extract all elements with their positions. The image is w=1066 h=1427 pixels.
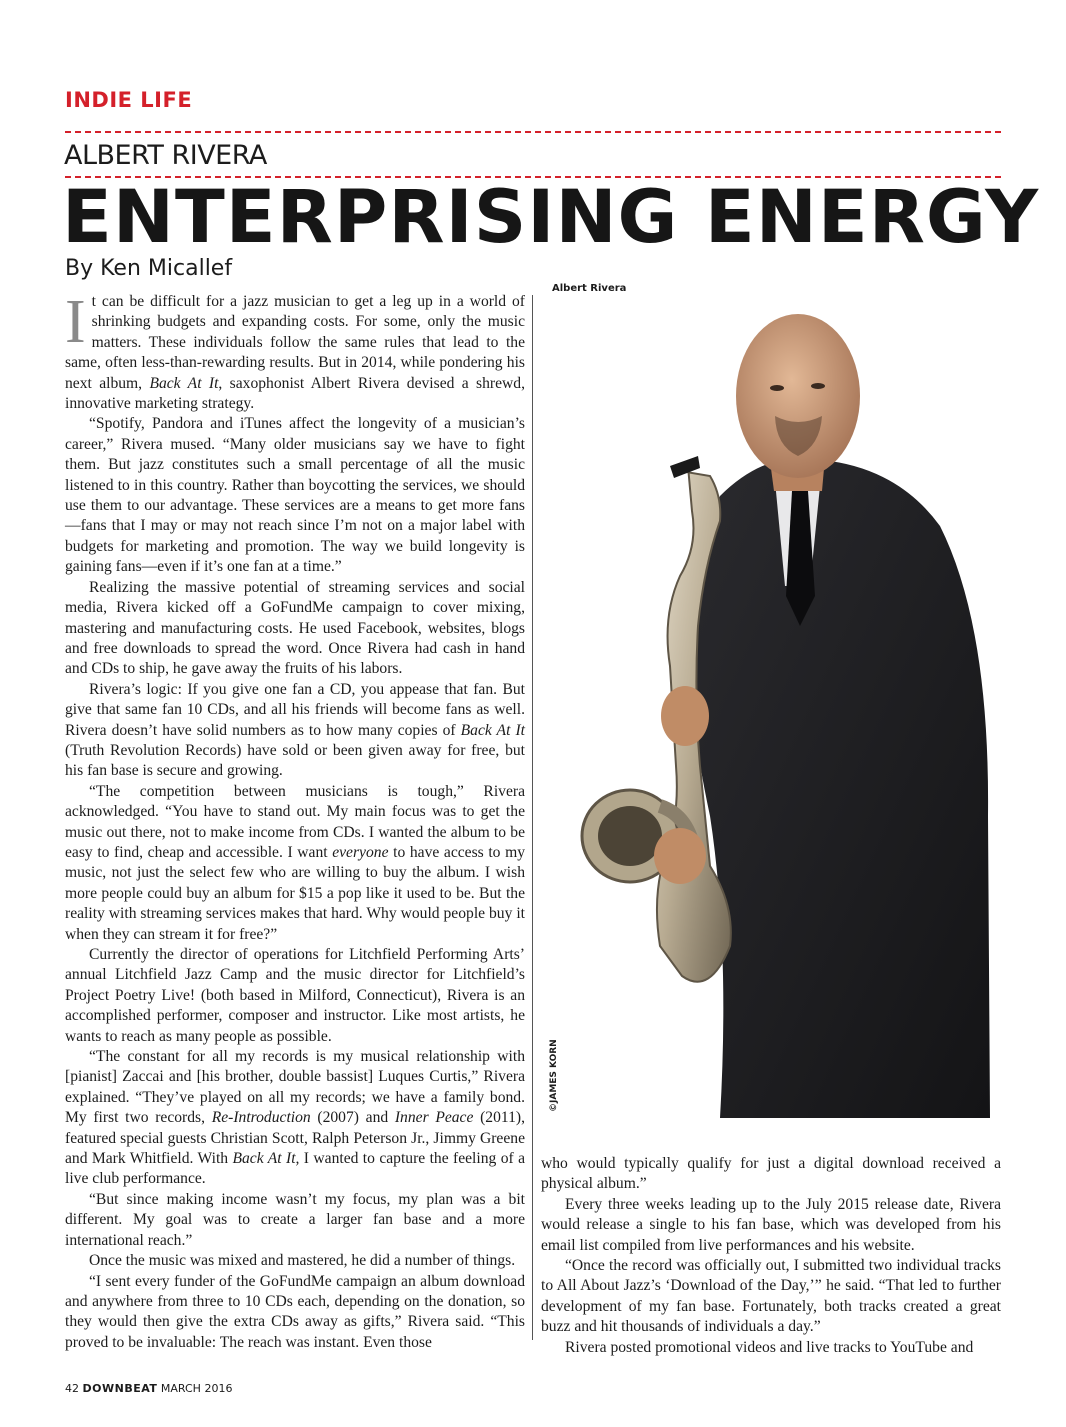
page-number: 42 — [65, 1382, 79, 1395]
magazine-name: DOWNBEAT — [82, 1382, 158, 1395]
byline: By Ken Micallef — [65, 256, 233, 281]
paragraph: Realizing the massive potential of streaming services and social media, Rivera kicked off a GoFundMe campaign to cover mixing, mastering and manufacturing costs. He used Facebook, websites, blogs and free downloads to spread the word. Once Rivera had cash in hand and CDs to ship, he gave away the fruits of his labors. — [65, 578, 525, 678]
paragraph: Rivera posted promotional videos and live tracks to YouTube and — [565, 1338, 974, 1356]
paragraph: “The constant for all my records is my musical relationship with [pianist] Zaccai and [his brother, double bassist] Luques Curtis,” Rivera explained. “They’ve played on all my records; we have a family bond. My first two records, Re-Introduction (2007) and Inner Peace (2011), featured special guests Christian Scott, Ralph Peterson Jr., Jimmy Greene and Mark Whitfield. With Back At It, I wanted to capture the feeling of a live club performance. — [65, 1048, 525, 1188]
section-label: INDIE LIFE — [65, 88, 193, 112]
paragraph: “Spotify, Pandora and iTunes affect the longevity of a musician’s career,” Rivera mused. “Many older musicians say we have to fight them. But jazz constitutes such a small percentage of all the music listened to in this country. Rather than boycotting the services, we should use them to our advantage. These services are a means to get more fans—fans that I may or may not reach since I’m not on a major label with budgets for marketing and promotion. The way we build longevity is gaining fans—even if it’s one fan at a time.” — [65, 415, 525, 576]
article-kicker: ALBERT RIVERA — [64, 140, 267, 171]
paragraph: Every three weeks leading up to the July 2015 release date, Rivera would release a single to his fan base, which was developed from his email list compiled from live performances and his website. — [541, 1195, 1001, 1254]
paragraph: “I sent every funder of the GoFundMe campaign an album download and anywhere from three to 10 CDs each, depending on the donation, so they would then give the extra CDs away as gifts,” Rivera said. “This proved to be invaluable: The reach was instant. Even those — [65, 1272, 525, 1351]
paragraph: “But since making income wasn’t my focus, my plan was a bit different. My goal was to create a larger fan base and a more international reach.” — [65, 1190, 525, 1249]
photo-caption: Albert Rivera — [552, 283, 627, 294]
paragraph: It can be difficult for a jazz musician to get a leg up in a world of shrinking budgets and expanding costs. For some, only the music matters. These individuals follow the same rules that lead to the same, often less-than-rewarding results. But in 2014, while pondering his next album, Back At It, saxophonist Albert Rivera devised a shrewd, innovative marketing strategy. — [65, 288, 525, 413]
top-divider-rule — [65, 131, 1001, 133]
headline: ENTERPRISING ENERGY — [62, 175, 1040, 260]
saxophonist-photo — [570, 296, 1002, 1118]
paragraph: Rivera’s logic: If you give one fan a CD, you appease that fan. But give that same fan 10 CDs, and all his friends will become fans as well. Rivera doesn’t have solid numbers as to how many copies of Back At It (Truth Revolution Records) have sold or been given away for free, but his fan base is secure and growing. — [65, 680, 525, 780]
article-column-right — [541, 1154, 1001, 1358]
photo-credit: ©JAMES KORN — [549, 1039, 559, 1112]
article-column-left — [65, 288, 525, 1353]
page-footer — [65, 1382, 232, 1395]
paragraph: “The competition between musicians is tough,” Rivera acknowledged. “You have to stand out. My main focus was to get the music out there, not to make income from CDs. I wanted the album to be easy to find, cheap and accessible. I want everyone to have access to my music, not just the select few who are willing to buy the album. I wish more people could buy an album for $15 a pop like it used to be. But the reality with streaming services makes that hard. Why would people buy it when they can stream it for free?” — [65, 782, 525, 943]
column-divider — [532, 295, 533, 1340]
paragraph: “Once the record was officially out, I submitted two individual tracks to All About Jazz’s ‘Download of the Day,’” he said. “That led to further development of my fan base. Fortunately, both tracks created a great buzz and hit thousands of individuals a day.” — [541, 1257, 1001, 1336]
paragraph: Once the music was mixed and mastered, he did a number of things. — [89, 1252, 516, 1270]
paragraph: who would typically qualify for just a digital download received a physical album.” — [541, 1155, 1001, 1193]
paragraph: Currently the director of operations for Litchfield Performing Arts’ annual Litchfield Jazz Camp and the music director for Litchfield’s Project Poetry Live! (both based in Milford, Connecticut), Rivera is an accomplished performer, composer and instructor. Like most artists, he wants to reach as many people as possible. — [65, 946, 525, 1045]
drop-cap: I — [65, 288, 86, 356]
issue-date: MARCH 2016 — [160, 1382, 233, 1395]
